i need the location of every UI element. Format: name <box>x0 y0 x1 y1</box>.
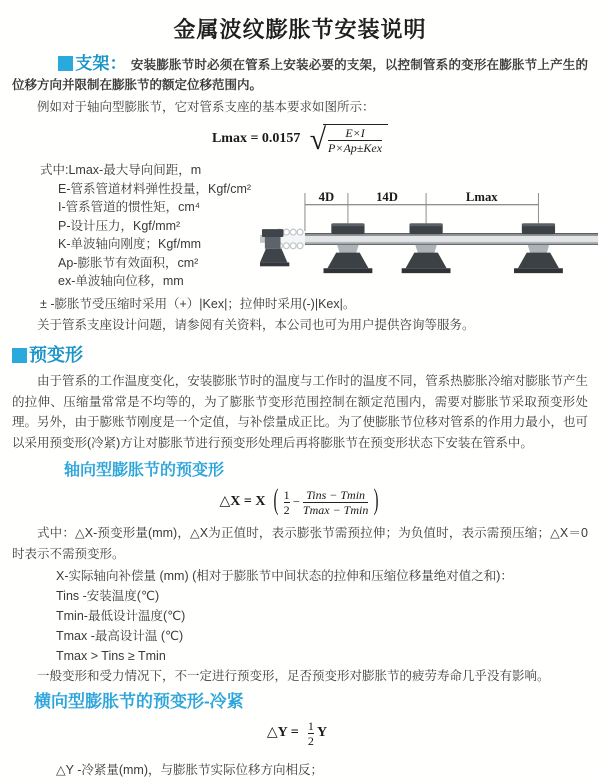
lateral-note: △Y -冷紧量(mm)，与膨胀节实际位移方向相反； <box>56 763 324 777</box>
page-title: 金属波纹膨胀节安装说明 <box>173 17 427 42</box>
close-paren: ) <box>373 485 379 518</box>
pipe-diagram <box>260 187 600 287</box>
definition-item: Ap-膨胀节有效面积，cm² <box>58 255 199 270</box>
axial-x-line: X-实际轴向补偿量 (mm) (相对于膨胀节中间状态的拉伸和压缩位移量绝对值之和)： <box>56 569 513 583</box>
pm-note: ± -膨胀节受压缩时采用（+）|Kex|；拉伸时采用(-)|Kex|。 <box>40 297 356 311</box>
section-marker-icon <box>58 56 73 71</box>
lmax-fraction <box>328 126 382 155</box>
axial-formula-lhs: △X = X <box>219 494 266 510</box>
pipe <box>260 233 598 245</box>
consult-note: 关于管系支座设计问题，请参阅有关资料，本公司也可为用户提供咨询等服务。 <box>37 318 475 332</box>
pipe-support <box>514 223 563 273</box>
t-line: Tmax -最高设计温 (℃) <box>56 629 184 643</box>
pipe-support <box>324 223 373 273</box>
support-example-line: 例如对于轴向型膨胀节，它对管系支座的基本要求如图所示： <box>37 100 375 114</box>
t-fraction-numerator: Tins − Tmin <box>306 488 366 502</box>
half-numerator: 1 <box>307 719 314 733</box>
lateral-heading: 横向型膨胀节的预变形-冷紧 <box>34 692 244 711</box>
radical-sign: √ $\frac{E\times I}{\text{P×Ap±Kex}}$ <box>310 124 388 155</box>
axial-note: 一般变形和受力情况下，不一定进行预变形，足否预变形对膨胀节的疲劳寿命几乎没有影响。 <box>37 669 550 683</box>
predeform-heading: 预变形 <box>29 345 83 365</box>
definition-item: ex-单波轴向位移，mm <box>58 274 184 288</box>
half-denominator: 2 <box>283 503 290 517</box>
lmax-formula <box>12 124 588 155</box>
support-intro: 安装膨胀节时必须在管系上安装必要的支架，以控制管系的变形在膨胀节上产生的位移方向并限制在膨胀节的额定位移范围内。 <box>12 58 588 92</box>
fraction-numerator: E×I <box>345 126 365 140</box>
diagram-container <box>260 187 600 293</box>
definition-item: E-管系管道材料弹性投量，Kgf/cm² <box>58 181 252 196</box>
t-line: Tmax > Tins ≥ Tmin <box>56 649 166 663</box>
definition-item: K-单波轴向刚度；Kgf/mm <box>58 237 202 251</box>
predeform-paragraph: 由于管系的工作温度变化，安装膨胀节时的温度与工作时的温度不同，管系热膨胀冷缩对膨胀节产生的拉伸、压缩量常常是不均等的，为了膨胀节变形范围控制在额定范围内，需要对膨胀节采取预变形处理。另外，由于膨账节刚度是一个定值，与补偿量成正比。为了使膨胀节位移对管系的作用力最小，也可以采用预变形(冷紧)方让对膨胀节进行预变形处理后再将膨胀节在预变形状态下安装在管系中。 <box>12 374 588 450</box>
lmax-formula-lhs: Lmax = 0.0157 <box>211 131 301 147</box>
axial-heading: 轴向型膨胀节的预变形 <box>64 462 225 479</box>
definition-item: I-管系管道的惯性矩，cm⁴ <box>58 200 201 214</box>
definitions-list <box>12 161 260 291</box>
lateral-formula-lhs: △Y = <box>266 725 299 741</box>
pipe-support <box>402 223 451 273</box>
dim-label-lmax: Lmax <box>465 189 498 204</box>
minus-sign: − <box>292 494 300 509</box>
half-denominator: 2 <box>307 734 314 748</box>
definition-item: 式中:Lmax-最大导向间距，m <box>40 163 202 177</box>
axial-formula <box>12 485 588 518</box>
dim-label-14d: 14D <box>376 189 398 204</box>
dim-label-4d: 4D <box>318 189 335 204</box>
t-line: Tmin-最低设计温度(℃) <box>56 609 186 623</box>
axial-explain: 式中：△X-预变形量(mm)，△X为正值时，表示膨张节需预拉伸；为负值时，表示需预压缩；△X＝0时表示不需预变形。 <box>12 526 588 561</box>
open-paren: ( <box>273 485 279 518</box>
half-numerator: 1 <box>283 488 290 502</box>
definition-item: P-设计压力，Kgf/mm² <box>58 218 181 233</box>
lateral-formula <box>12 719 588 748</box>
support-heading: 支架： <box>75 54 127 73</box>
t-line: Tins -安装温度(℃) <box>56 589 160 603</box>
predeform-section-head <box>12 345 588 367</box>
fraction-denominator: P×Ap±Kex <box>328 141 383 155</box>
t-fraction-denominator: Tmax − Tmin <box>302 503 369 517</box>
definitions-and-diagram <box>12 161 588 293</box>
support-section-lead <box>12 54 588 95</box>
section-marker-icon <box>12 348 27 363</box>
lateral-formula-rhs: Y <box>316 725 328 741</box>
